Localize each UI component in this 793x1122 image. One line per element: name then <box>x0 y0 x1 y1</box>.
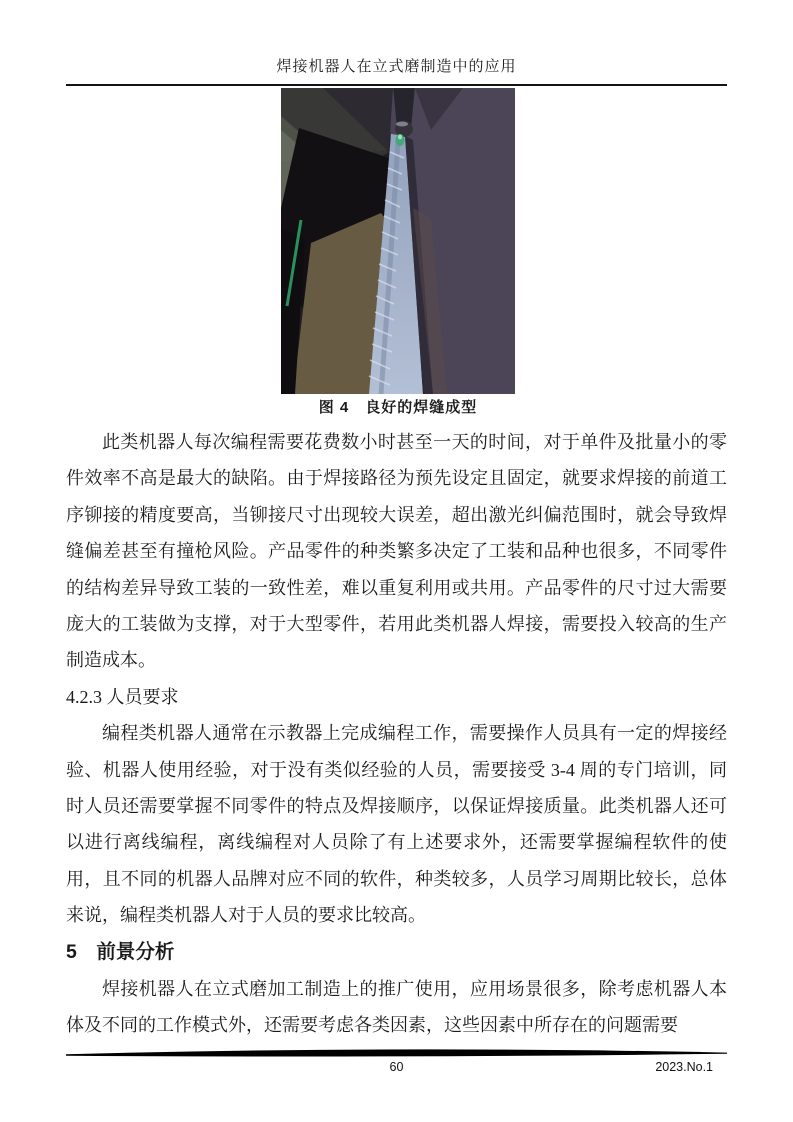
weld-photo <box>281 88 515 394</box>
page-footer <box>66 1058 727 1076</box>
article-body <box>66 424 727 1044</box>
paragraph: 此类机器人每次编程需要花费数小时甚至一天的时间，对于单件及批量小的零件效率不高是最大的缺陷。由于焊接路径为预先设定且固定，就要求焊接的前道工序铆接的精度要高，当铆接尺寸出现较大误差，超出激光纠偏范围时，就会导致焊缝偏差甚至有撞枪风险。产品零件的种类繁多决定了工装和品种也很多，不同零件的结构差异导致工装的一致性差，难以重复利用或共用。产品零件的尺寸过大需要庞大的工装做为支撑，对于大型零件，若用此类机器人焊接，需要投入较高的生产制造成本。 <box>66 432 727 671</box>
running-title: 焊接机器人在立式磨制造中的应用 <box>276 59 517 75</box>
page-number: 60 <box>389 1060 404 1074</box>
page-header <box>66 56 727 86</box>
torch-highlight <box>396 122 408 127</box>
heading-5: 5 前景分析 <box>66 940 175 963</box>
paragraph: 焊接机器人在立式磨加工制造上的推广使用，应用场景很多，除考虑机器人本体及不同的工作模式外，还需要考虑各类因素，这些因素中所存在的问题需要 <box>66 978 727 1036</box>
figure-caption: 图 4 良好的焊缝成型 <box>318 399 478 416</box>
heading-4-2-3: 4.2.3 人员要求 <box>66 686 179 707</box>
figure-4 <box>281 88 515 417</box>
journal-issue: 2023.No.1 <box>655 1060 713 1074</box>
paragraph: 编程类机器人通常在示教器上完成编程工作，需要操作人员具有一定的焊接经验、机器人使用经验，对于没有类似经验的人员，需要接受 3-4 周的专门培训，同时人员还需要掌握不同零件的特点及焊接顺序，以保证焊接质量。此类机器人还可以进行离线编程，离线编程对人员除了有上述要求外，还需要掌握编程软件的使用，且不同的机器人品牌对应不同的软件，种类较多，人员学习周期比较长，总体来说，编程类机器人对于人员的要求比较高。 <box>66 723 727 926</box>
arc-glow-core <box>398 135 402 140</box>
